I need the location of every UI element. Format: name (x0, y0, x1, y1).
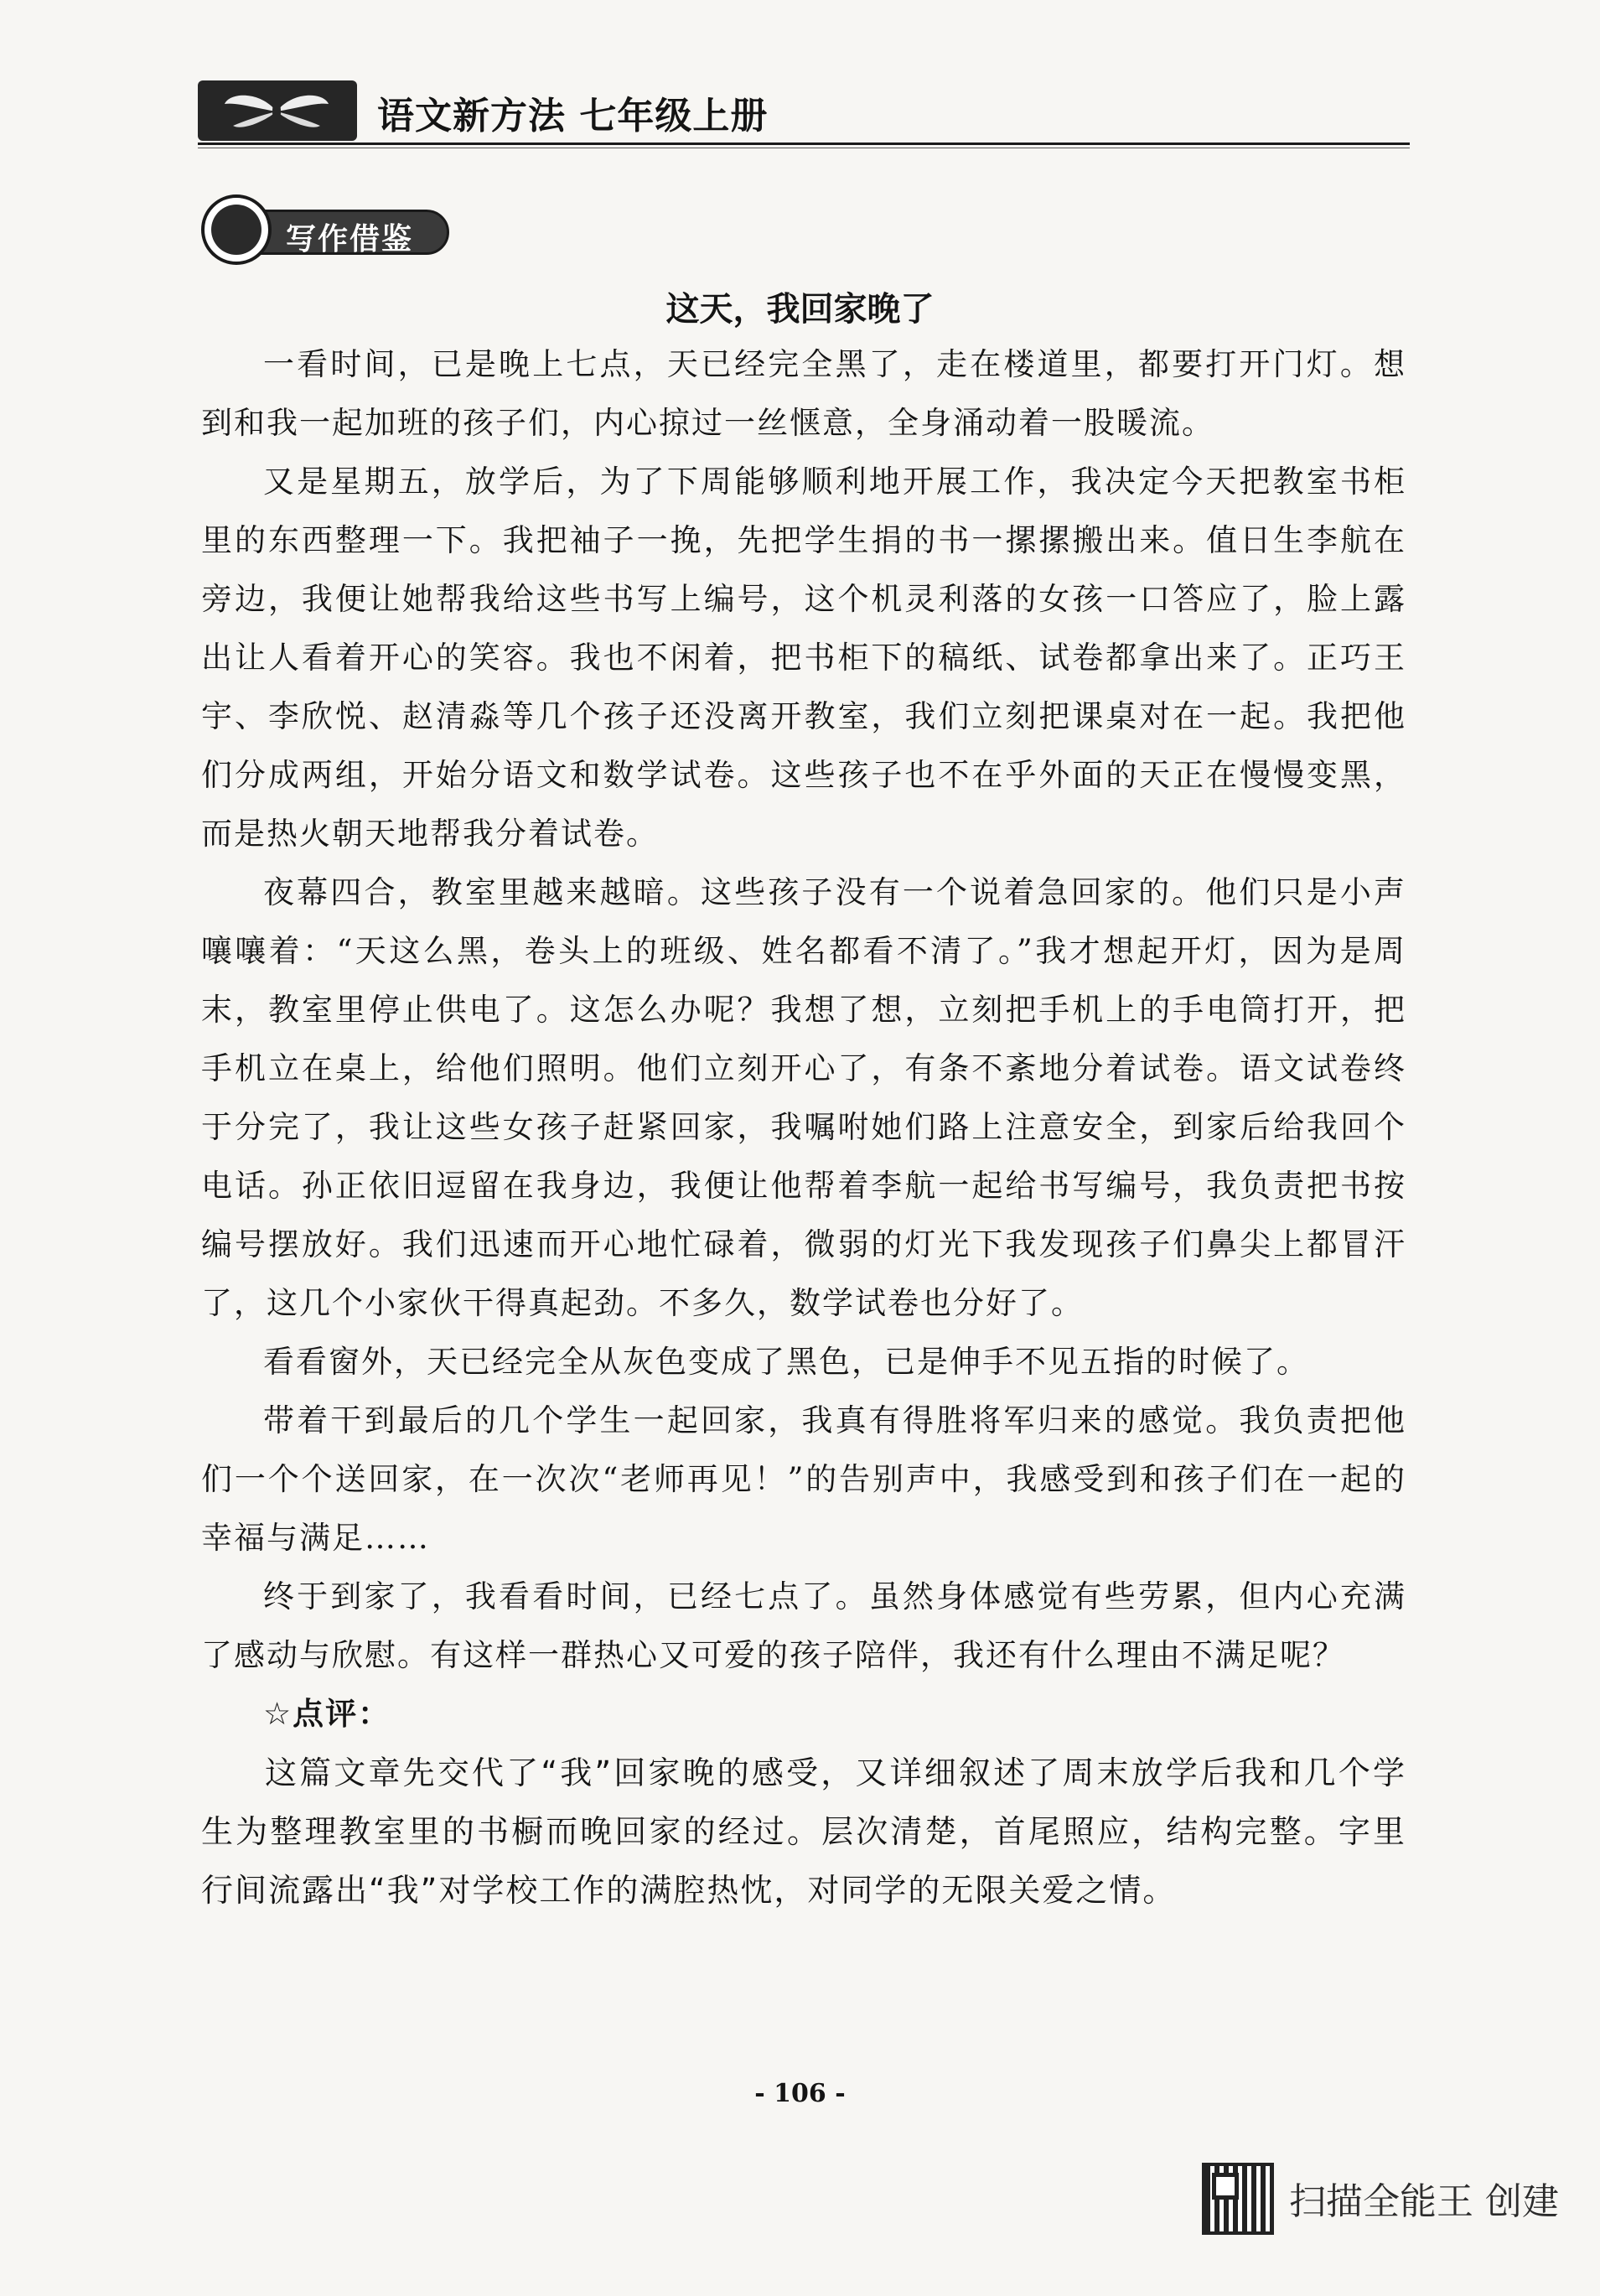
comment-label: ☆点评： (263, 1696, 391, 1732)
paragraph: 一看时间，已是晚上七点，天已经完全黑了，走在楼道里，都要打开门灯。想到和我一起加班的孩子们，内心掠过一丝惬意，全身涌动着一股暖流。 (201, 346, 1406, 441)
section-emblem (201, 194, 272, 265)
book-title: 语文新方法 七年级上册 (377, 95, 769, 137)
watermark-text: 扫描全能王 创建 (1289, 2180, 1559, 2223)
page-number: - 106 - (754, 2079, 846, 2108)
section-label-pill (251, 210, 449, 255)
emblem-icon (211, 205, 261, 255)
header-divider (198, 143, 1410, 145)
scanner-watermark (1202, 2163, 1559, 2247)
article-body (201, 335, 1406, 1920)
paragraph: 又是星期五，放学后，为了下周能够顺利地开展工作，我决定今天把教室书柜里的东西整理一下。我把袖子一挽，先把学生捐的书一摞摞搬出来。值日生李航在旁边，我便让她帮我给这些书写上编号，这个机灵利落的女孩一口答应了，脸上露出让人看着开心的笑容。我也不闲着，把书柜下的稿纸、试卷都拿出来了。正巧王宇、李欣悦、赵清淼等几个孩子还没离开教室，我们立刻把课桌对在一起。我把他们分成两组，开始分语文和数学试卷。这些孩子也不在乎外面的天正在慢慢变黑，而是热火朝天地帮我分着试卷。 (201, 464, 1406, 852)
qr-code-icon (1202, 2163, 1274, 2235)
section-badge (201, 194, 453, 265)
page-header (198, 74, 1410, 143)
paragraph: 终于到家了，我看看时间，已经七点了。虽然身体感觉有些劳累，但内心充满了感动与欣慰。有这样一群热心又可爱的孩子陪伴，我还有什么理由不满足呢？ (201, 1578, 1406, 1673)
butterfly-logo-icon (218, 89, 335, 134)
series-logo (198, 80, 357, 141)
article-title: 这天，我回家晚了 (665, 290, 935, 329)
paragraph: 看看窗外，天已经完全从灰色变成了黑色，已是伸手不见五指的时候了。 (263, 1344, 1309, 1380)
paragraph: 夜幕四合，教室里越来越暗。这些孩子没有一个说着急回家的。他们只是小声嚷嚷着：“天这么黑，卷头上的班级、姓名都看不清了。”我才想起开灯，因为是周末，教室里停止供电了。这怎么办呢？我想了想，立刻把手机上的手电筒打开，把手机立在桌上，给他们照明。他们立刻开心了，有条不紊地分着试卷。语文试卷终于分完了，我让这些女孩子赶紧回家，我嘱咐她们路上注意安全，到家后给我回个电话。孙正依旧逗留在我身边，我便让他帮着李航一起给书写编号，我负责把书按编号摆放好。我们迅速而开心地忙碌着，微弱的灯光下我发现孩子们鼻尖上都冒汗了，这几个小家伙干得真起劲。不多久，数学试卷也分好了。 (201, 874, 1406, 1321)
paragraph: 带着干到最后的几个学生一起回家，我真有得胜将军归来的感觉。我负责把他们一个个送回家，在一次次“老师再见！”的告别声中，我感受到和孩子们在一起的幸福与满足…… (201, 1402, 1406, 1556)
section-label: 写作借鉴 (286, 221, 414, 257)
comment-text: 这篇文章先交代了“我”回家晚的感受，又详细叙述了周末放学后我和几个学生为整理教室里的书橱而晚回家的经过。层次清楚，首尾照应，结构完整。字里行间流露出“我”对学校工作的满腔热忱，对同学的无限关爱之情。 (201, 1754, 1406, 1909)
